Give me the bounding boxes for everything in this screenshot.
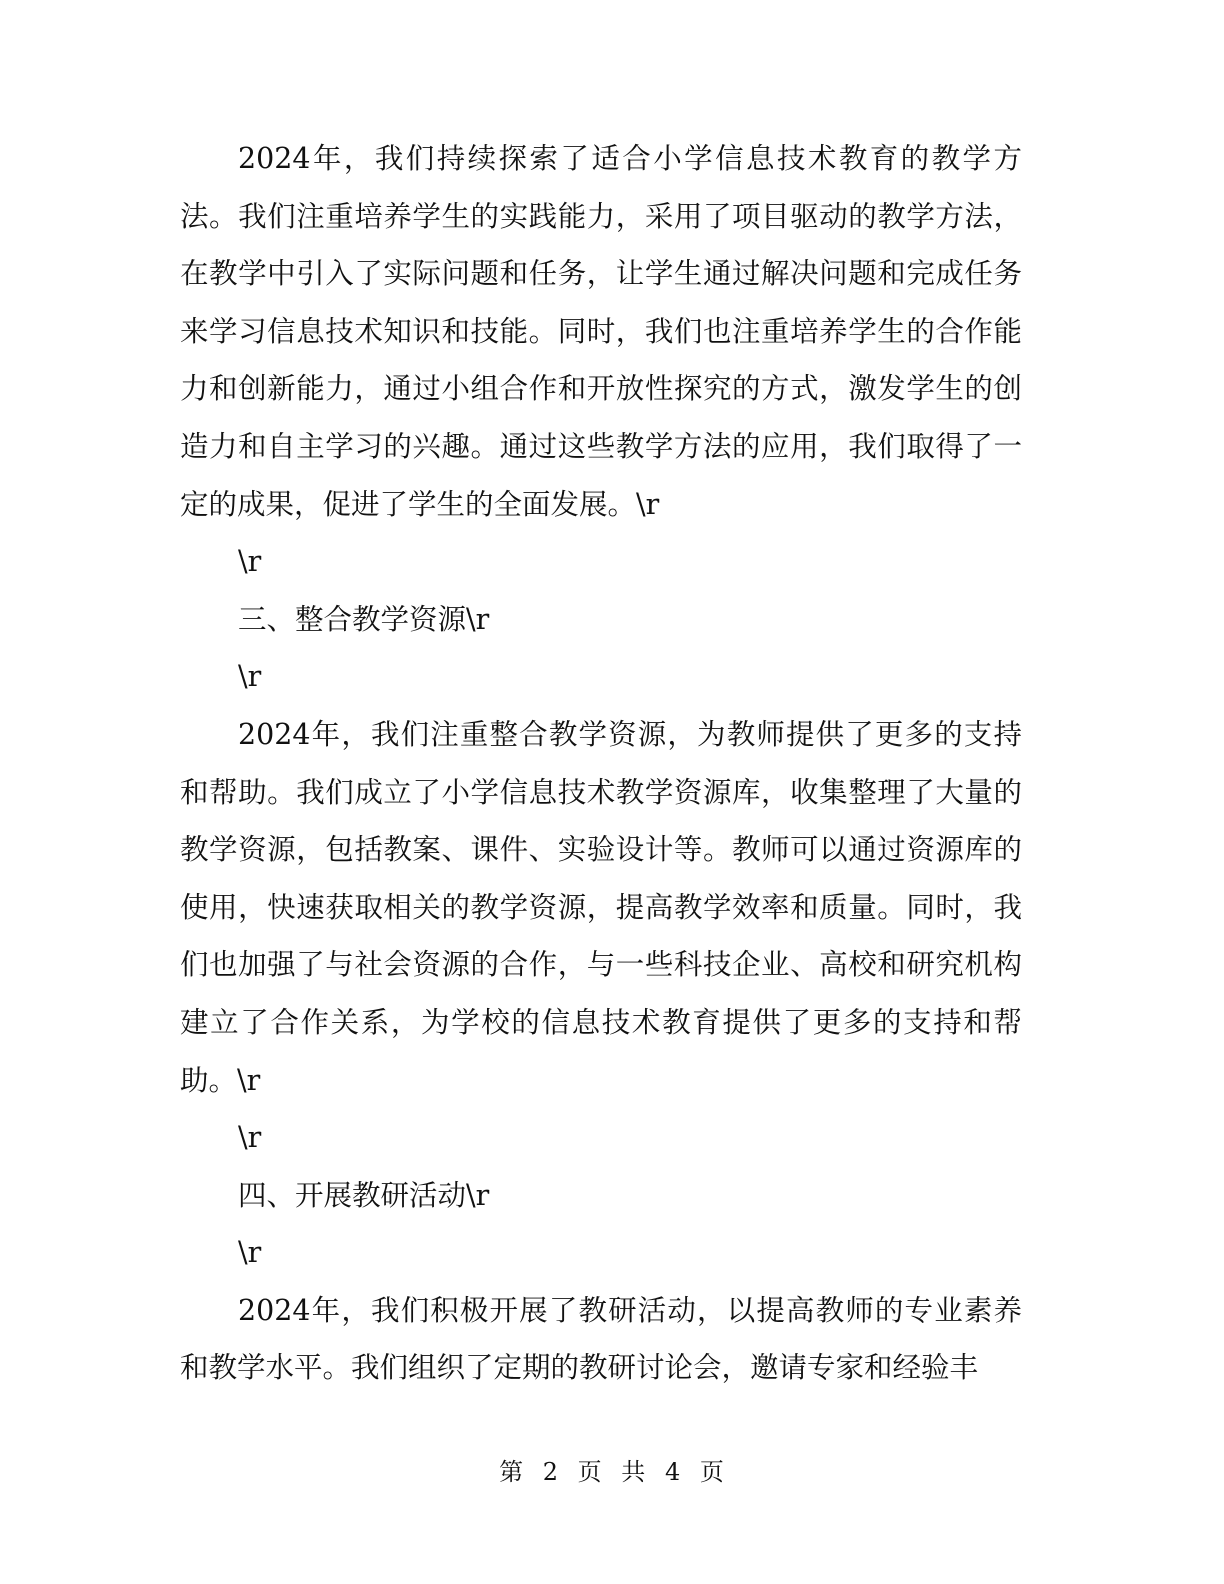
paragraph-research-activities: 2024年，我们积极开展了教研活动，以提高教师的专业素养和教学水平。我们组织了定期的教研讨论会，邀请专家和经验丰 (180, 1293, 1022, 1385)
line-break-marker: \r (238, 545, 262, 579)
paragraph-teaching-methods: 2024年，我们持续探索了适合小学信息技术教育的教学方法。我们注重培养学生的实践能力，采用了项目驱动的教学方法，在教学中引入了实际问题和任务，让学生通过解决问题和完成任务来学习信息技术知识和技能。同时，我们也注重培养学生的合作能力和创新能力，通过小组合作和开放性探究的方式，激发学生的创造力和自主学习的兴趣。通过这些教学方法的应用，我们取得了一定的成果，促进了学生的全面发展。\r (180, 142, 1022, 521)
line-break-marker: \r (238, 660, 262, 694)
section-heading-research-activities: 四、开展教研活动\r (238, 1178, 490, 1212)
document-body (180, 130, 1022, 1397)
line-break-marker: \r (238, 1236, 262, 1270)
page-number-footer: 第 2 页 共 4 页 (499, 1458, 725, 1486)
paragraph-integrate-resources: 2024年，我们注重整合教学资源，为教师提供了更多的支持和帮助。我们成立了小学信息技术教学资源库，收集整理了大量的教学资源，包括教案、课件、实验设计等。教师可以通过资源库的使用，快速获取相关的教学资源，提高教学效率和质量。同时，我们也加强了与社会资源的合作，与一些科技企业、高校和研究机构建立了合作关系，为学校的信息技术教育提供了更多的支持和帮助。\r (180, 717, 1022, 1097)
line-break-marker: \r (238, 1121, 262, 1155)
section-heading-integrate-resources: 三、整合教学资源\r (238, 602, 490, 636)
